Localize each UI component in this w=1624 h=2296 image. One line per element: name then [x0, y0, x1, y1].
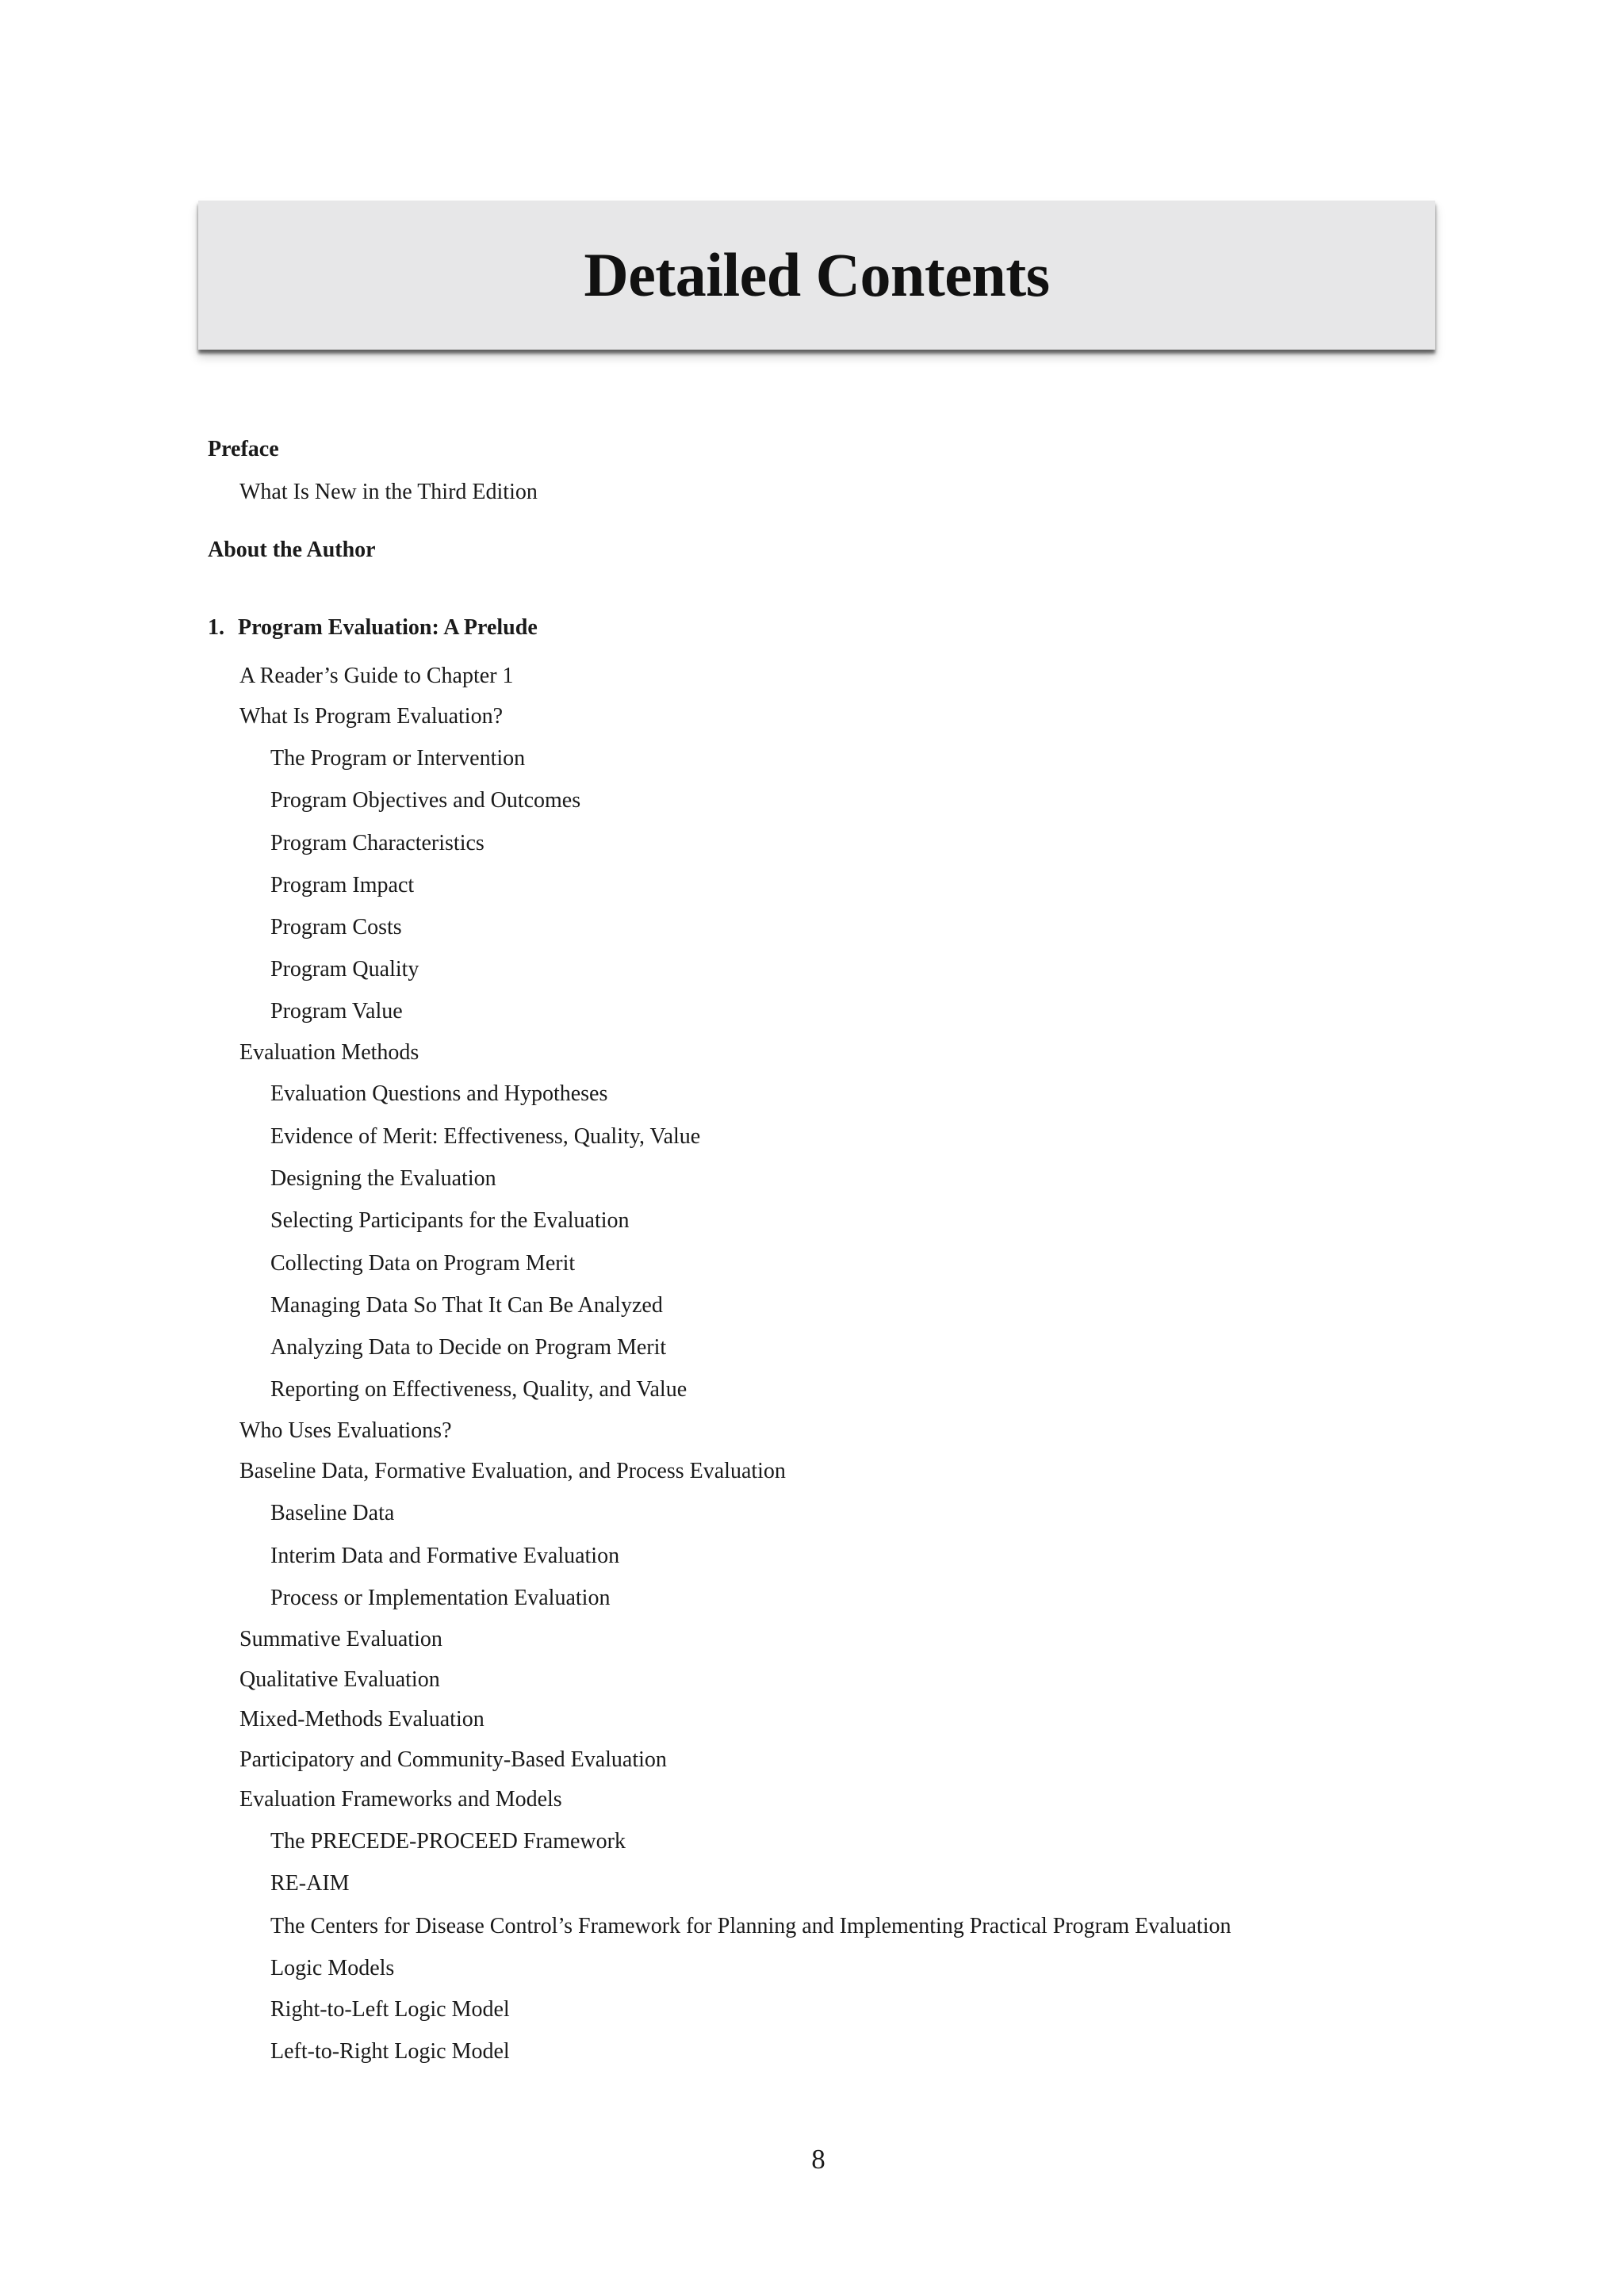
chapter-number: 1. — [208, 615, 224, 640]
toc-entry[interactable]: Interim Data and Formative Evaluation — [270, 1544, 620, 1568]
toc-entry[interactable]: Evidence of Merit: Effectiveness, Quality, Value — [270, 1124, 701, 1149]
toc-entry[interactable]: Evaluation Questions and Hypotheses — [270, 1081, 608, 1106]
toc-entry[interactable]: The PRECEDE-PROCEED Framework — [270, 1829, 626, 1854]
toc-entry[interactable]: Process or Implementation Evaluation — [270, 1586, 611, 1610]
toc-whats-new[interactable]: What Is New in the Third Edition — [239, 480, 538, 504]
toc-entry[interactable]: Summative Evaluation — [239, 1627, 442, 1651]
toc-entry[interactable]: Baseline Data, Formative Evaluation, and Process Evaluation — [239, 1459, 786, 1483]
toc-entry[interactable]: The Centers for Disease Control’s Framework for Planning and Implementing Practical Program Evaluation — [270, 1914, 1231, 1938]
toc-entry[interactable]: Evaluation Frameworks and Models — [239, 1787, 562, 1812]
toc-entry[interactable]: Managing Data So That It Can Be Analyzed — [270, 1293, 663, 1318]
toc-entry[interactable]: Logic Models — [270, 1956, 395, 1980]
toc-chapter-1[interactable] — [208, 614, 538, 641]
toc-entry[interactable]: Who Uses Evaluations? — [239, 1418, 452, 1443]
toc-entry[interactable]: Selecting Participants for the Evaluation — [270, 1208, 630, 1233]
toc-about-author[interactable]: About the Author — [208, 538, 376, 562]
toc-entry[interactable]: Designing the Evaluation — [270, 1166, 496, 1191]
page-number: 8 — [811, 2144, 825, 2175]
toc-entry[interactable]: Collecting Data on Program Merit — [270, 1251, 576, 1276]
toc-entry[interactable]: Program Characteristics — [270, 831, 485, 855]
toc-entry[interactable]: Left-to-Right Logic Model — [270, 2039, 510, 2064]
toc-entry[interactable]: Qualitative Evaluation — [239, 1667, 440, 1692]
toc-entry[interactable]: Program Costs — [270, 915, 402, 939]
toc-entry[interactable]: Right-to-Left Logic Model — [270, 1997, 510, 2022]
toc-entry[interactable]: Participatory and Community-Based Evaluation — [239, 1747, 667, 1772]
toc-entry[interactable]: Program Impact — [270, 873, 415, 897]
chapter-title: Program Evaluation: A Prelude — [238, 615, 538, 640]
toc-entry[interactable]: Program Objectives and Outcomes — [270, 788, 581, 813]
toc-entry[interactable]: Baseline Data — [270, 1501, 395, 1525]
toc-entry[interactable]: Analyzing Data to Decide on Program Merit — [270, 1335, 667, 1360]
toc-entry[interactable]: What Is Program Evaluation? — [239, 704, 504, 729]
toc-entry[interactable]: RE-AIM — [270, 1871, 350, 1896]
toc-preface[interactable]: Preface — [208, 437, 279, 461]
toc-entry[interactable]: A Reader’s Guide to Chapter 1 — [239, 664, 514, 688]
page-title: Detailed Contents — [584, 240, 1050, 309]
toc-entry[interactable]: Program Value — [270, 999, 403, 1024]
toc-entry[interactable]: Mixed-Methods Evaluation — [239, 1707, 485, 1732]
toc-entry[interactable]: Program Quality — [270, 957, 419, 982]
toc-entry[interactable]: Reporting on Effectiveness, Quality, and Value — [270, 1377, 688, 1402]
toc-entry[interactable]: The Program or Intervention — [270, 746, 526, 771]
toc-entry[interactable]: Evaluation Methods — [239, 1040, 419, 1065]
